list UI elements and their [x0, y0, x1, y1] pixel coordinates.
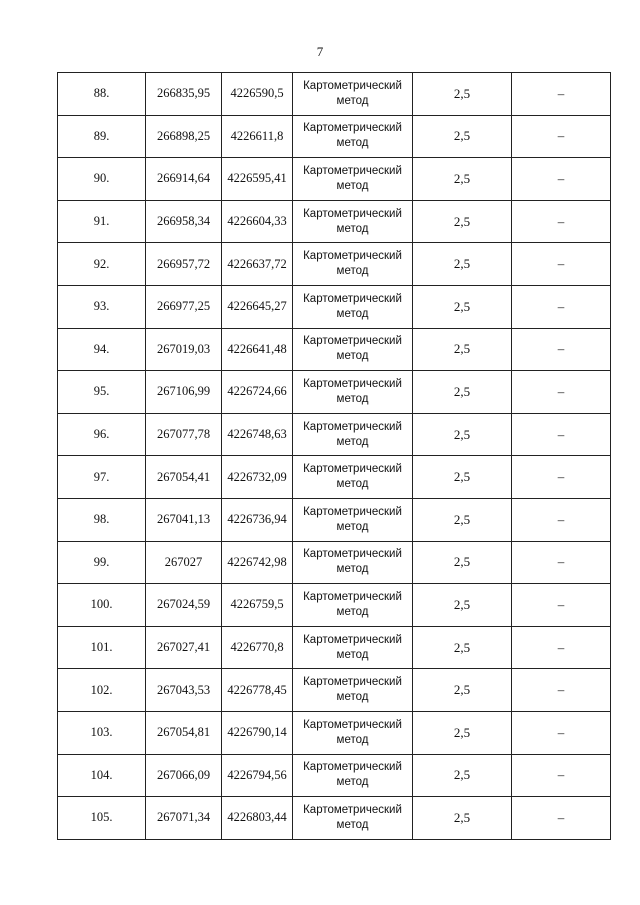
method-cell — [293, 413, 413, 456]
method-cell — [293, 456, 413, 499]
accuracy-cell: 2,5 — [413, 584, 512, 627]
note-cell: – — [512, 73, 611, 116]
note-cell: – — [512, 626, 611, 669]
note-cell: – — [512, 584, 611, 627]
page-number: 7 — [316, 44, 324, 59]
point-number-cell: 96. — [58, 413, 146, 456]
table-row — [58, 115, 611, 158]
table-row — [58, 626, 611, 669]
method-line-1: Картометрический — [303, 207, 402, 220]
method-line-2: метод — [336, 179, 369, 192]
method-line-2: метод — [336, 94, 369, 107]
method-line-1: Картометрический — [303, 718, 402, 731]
point-number-cell: 102. — [58, 669, 146, 712]
method-cell — [293, 243, 413, 286]
point-number-cell: 103. — [58, 711, 146, 754]
point-number-cell: 100. — [58, 584, 146, 627]
x-coordinate-cell: 267019,03 — [146, 328, 222, 371]
accuracy-cell: 2,5 — [413, 115, 512, 158]
accuracy-cell: 2,5 — [413, 754, 512, 797]
method-cell — [293, 371, 413, 414]
method-line-2: метод — [336, 478, 369, 491]
y-coordinate-cell: 4226803,44 — [222, 797, 293, 840]
point-number-cell: 90. — [58, 158, 146, 201]
method-line-2: метод — [336, 307, 369, 320]
method-line-2: метод — [336, 435, 369, 448]
point-number-cell: 93. — [58, 285, 146, 328]
x-coordinate-cell: 267041,13 — [146, 498, 222, 541]
y-coordinate-cell: 4226778,45 — [222, 669, 293, 712]
y-coordinate-cell: 4226748,63 — [222, 413, 293, 456]
table-row — [58, 371, 611, 414]
method-cell — [293, 498, 413, 541]
accuracy-cell: 2,5 — [413, 158, 512, 201]
method-cell — [293, 285, 413, 328]
note-cell: – — [512, 797, 611, 840]
method-line-1: Картометрический — [303, 335, 402, 348]
point-number-cell: 88. — [58, 73, 146, 116]
note-cell: – — [512, 371, 611, 414]
method-cell — [293, 669, 413, 712]
x-coordinate-cell: 267106,99 — [146, 371, 222, 414]
y-coordinate-cell: 4226794,56 — [222, 754, 293, 797]
method-line-2: метод — [336, 648, 369, 661]
x-coordinate-cell: 266977,25 — [146, 285, 222, 328]
point-number-cell: 99. — [58, 541, 146, 584]
method-cell — [293, 584, 413, 627]
table-row — [58, 243, 611, 286]
x-coordinate-cell: 266898,25 — [146, 115, 222, 158]
accuracy-cell: 2,5 — [413, 328, 512, 371]
point-number-cell: 104. — [58, 754, 146, 797]
y-coordinate-cell: 4226637,72 — [222, 243, 293, 286]
method-line-1: Картометрический — [303, 377, 402, 390]
y-coordinate-cell: 4226732,09 — [222, 456, 293, 499]
accuracy-cell: 2,5 — [413, 413, 512, 456]
method-line-1: Картометрический — [303, 463, 402, 476]
method-cell — [293, 541, 413, 584]
accuracy-cell: 2,5 — [413, 200, 512, 243]
y-coordinate-cell: 4226611,8 — [222, 115, 293, 158]
point-number-cell: 91. — [58, 200, 146, 243]
method-line-2: метод — [336, 222, 369, 235]
point-number-cell: 89. — [58, 115, 146, 158]
point-number-cell: 98. — [58, 498, 146, 541]
method-line-1: Картометрический — [303, 420, 402, 433]
method-line-1: Картометрический — [303, 250, 402, 263]
table-row — [58, 158, 611, 201]
x-coordinate-cell: 267027 — [146, 541, 222, 584]
method-cell — [293, 200, 413, 243]
accuracy-cell: 2,5 — [413, 797, 512, 840]
table-row — [58, 456, 611, 499]
note-cell: – — [512, 158, 611, 201]
method-line-2: метод — [336, 563, 369, 576]
x-coordinate-cell: 267027,41 — [146, 626, 222, 669]
table-row — [58, 328, 611, 371]
note-cell: – — [512, 498, 611, 541]
note-cell: – — [512, 243, 611, 286]
method-cell — [293, 754, 413, 797]
table-row — [58, 413, 611, 456]
note-cell: – — [512, 285, 611, 328]
point-number-cell: 101. — [58, 626, 146, 669]
y-coordinate-cell: 4226759,5 — [222, 584, 293, 627]
y-coordinate-cell: 4226590,5 — [222, 73, 293, 116]
accuracy-cell: 2,5 — [413, 498, 512, 541]
y-coordinate-cell: 4226645,27 — [222, 285, 293, 328]
note-cell: – — [512, 413, 611, 456]
accuracy-cell: 2,5 — [413, 626, 512, 669]
y-coordinate-cell: 4226790,14 — [222, 711, 293, 754]
method-cell — [293, 328, 413, 371]
x-coordinate-cell: 267077,78 — [146, 413, 222, 456]
x-coordinate-cell: 267071,34 — [146, 797, 222, 840]
method-line-1: Картометрический — [303, 676, 402, 689]
method-line-1: Картометрический — [303, 590, 402, 603]
point-number-cell: 97. — [58, 456, 146, 499]
x-coordinate-cell: 266957,72 — [146, 243, 222, 286]
table-row — [58, 711, 611, 754]
method-line-2: метод — [336, 733, 369, 746]
accuracy-cell: 2,5 — [413, 541, 512, 584]
method-cell — [293, 73, 413, 116]
accuracy-cell: 2,5 — [413, 371, 512, 414]
note-cell: – — [512, 328, 611, 371]
x-coordinate-cell: 267043,53 — [146, 669, 222, 712]
accuracy-cell: 2,5 — [413, 711, 512, 754]
table-row — [58, 669, 611, 712]
method-line-2: метод — [336, 392, 369, 405]
x-coordinate-cell: 266914,64 — [146, 158, 222, 201]
method-line-2: метод — [336, 776, 369, 789]
accuracy-cell: 2,5 — [413, 285, 512, 328]
table-body — [58, 73, 611, 840]
method-line-2: метод — [336, 520, 369, 533]
accuracy-cell: 2,5 — [413, 669, 512, 712]
method-line-2: метод — [336, 818, 369, 831]
method-cell — [293, 115, 413, 158]
note-cell: – — [512, 200, 611, 243]
x-coordinate-cell: 267024,59 — [146, 584, 222, 627]
accuracy-cell: 2,5 — [413, 73, 512, 116]
note-cell: – — [512, 754, 611, 797]
y-coordinate-cell: 4226770,8 — [222, 626, 293, 669]
accuracy-cell: 2,5 — [413, 456, 512, 499]
method-line-1: Картометрический — [303, 548, 402, 561]
method-line-1: Картометрический — [303, 803, 402, 816]
point-number-cell: 95. — [58, 371, 146, 414]
y-coordinate-cell: 4226736,94 — [222, 498, 293, 541]
x-coordinate-cell: 266835,95 — [146, 73, 222, 116]
method-line-1: Картометрический — [303, 79, 402, 92]
method-line-2: метод — [336, 691, 369, 704]
method-line-1: Картометрический — [303, 292, 402, 305]
method-line-2: метод — [336, 605, 369, 618]
method-line-1: Картометрический — [303, 505, 402, 518]
note-cell: – — [512, 541, 611, 584]
accuracy-cell: 2,5 — [413, 243, 512, 286]
method-line-1: Картометрический — [303, 633, 402, 646]
table-row — [58, 200, 611, 243]
point-number-cell: 92. — [58, 243, 146, 286]
x-coordinate-cell: 266958,34 — [146, 200, 222, 243]
table-row — [58, 584, 611, 627]
method-line-2: метод — [336, 350, 369, 363]
method-cell — [293, 797, 413, 840]
coordinates-table — [57, 72, 611, 840]
method-line-1: Картометрический — [303, 761, 402, 774]
method-line-2: метод — [336, 265, 369, 278]
note-cell: – — [512, 669, 611, 712]
note-cell: – — [512, 115, 611, 158]
note-cell: – — [512, 711, 611, 754]
table-row — [58, 754, 611, 797]
note-cell: – — [512, 456, 611, 499]
x-coordinate-cell: 267054,81 — [146, 711, 222, 754]
method-line-1: Картометрический — [303, 122, 402, 135]
method-cell — [293, 626, 413, 669]
table-row — [58, 541, 611, 584]
y-coordinate-cell: 4226595,41 — [222, 158, 293, 201]
y-coordinate-cell: 4226742,98 — [222, 541, 293, 584]
x-coordinate-cell: 267054,41 — [146, 456, 222, 499]
y-coordinate-cell: 4226724,66 — [222, 371, 293, 414]
y-coordinate-cell: 4226641,48 — [222, 328, 293, 371]
table-row — [58, 797, 611, 840]
method-line-1: Картометрический — [303, 164, 402, 177]
point-number-cell: 105. — [58, 797, 146, 840]
table-row — [58, 73, 611, 116]
point-number-cell: 94. — [58, 328, 146, 371]
table-row — [58, 498, 611, 541]
method-cell — [293, 158, 413, 201]
method-cell — [293, 711, 413, 754]
x-coordinate-cell: 267066,09 — [146, 754, 222, 797]
method-line-2: метод — [336, 137, 369, 150]
y-coordinate-cell: 4226604,33 — [222, 200, 293, 243]
table-row — [58, 285, 611, 328]
